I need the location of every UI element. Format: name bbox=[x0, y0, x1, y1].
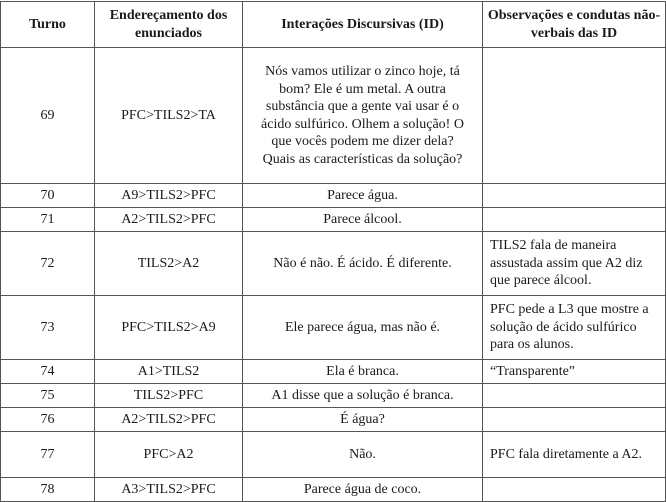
enderecamento-cell: A9>TILS2>PFC bbox=[95, 184, 243, 208]
observacao-cell bbox=[483, 208, 666, 232]
interacao-cell: Parece água de coco. bbox=[243, 478, 483, 502]
enderecamento-cell: PFC>A2 bbox=[95, 432, 243, 478]
header-turno: Turno bbox=[1, 2, 95, 48]
observacao-cell bbox=[483, 48, 666, 184]
interacao-cell: Nós vamos utilizar o zinco hoje, tá bom? Ele é um metal. A outra substância que a gente vai usar é o ácido sulfúrico. Olhem a solução! O que vocês podem me dizer dela? Quais as características da solução? bbox=[243, 48, 483, 184]
table-row bbox=[1, 432, 666, 478]
observacao-cell bbox=[483, 408, 666, 432]
observacao-cell: PFC fala diretamente a A2. bbox=[483, 432, 666, 478]
table-row bbox=[1, 232, 666, 296]
enderecamento-cell: PFC>TILS2>A9 bbox=[95, 296, 243, 360]
observacao-cell: PFC pede a L3 que mostre a solução de ácido sulfúrico para os alunos. bbox=[483, 296, 666, 360]
observacao-cell bbox=[483, 478, 666, 502]
turno-cell: 72 bbox=[1, 232, 95, 296]
observacao-cell: “Transparente” bbox=[483, 360, 666, 384]
turno-cell: 74 bbox=[1, 360, 95, 384]
turno-cell: 75 bbox=[1, 384, 95, 408]
table-row bbox=[1, 296, 666, 360]
observacao-cell bbox=[483, 384, 666, 408]
observacao-cell: TILS2 fala de maneira assustada assim que A2 diz que parece álcool. bbox=[483, 232, 666, 296]
interacao-cell: Não. bbox=[243, 432, 483, 478]
header-row bbox=[1, 2, 666, 48]
turno-cell: 73 bbox=[1, 296, 95, 360]
table-row bbox=[1, 360, 666, 384]
turno-cell: 71 bbox=[1, 208, 95, 232]
enderecamento-cell: TILS2>PFC bbox=[95, 384, 243, 408]
interacao-cell: Parece álcool. bbox=[243, 208, 483, 232]
enderecamento-cell: TILS2>A2 bbox=[95, 232, 243, 296]
header-enderecamento: Endereçamento dos enunciados bbox=[95, 2, 243, 48]
enderecamento-cell: PFC>TILS2>TA bbox=[95, 48, 243, 184]
turno-cell: 78 bbox=[1, 478, 95, 502]
interacao-cell: A1 disse que a solução é branca. bbox=[243, 384, 483, 408]
table-row bbox=[1, 48, 666, 184]
table-row bbox=[1, 208, 666, 232]
table-row bbox=[1, 184, 666, 208]
observacao-cell bbox=[483, 184, 666, 208]
turno-cell: 76 bbox=[1, 408, 95, 432]
interacao-cell: Parece água. bbox=[243, 184, 483, 208]
enderecamento-cell: A2>TILS2>PFC bbox=[95, 208, 243, 232]
interacao-cell: Ela é branca. bbox=[243, 360, 483, 384]
interacao-cell: Não é não. É ácido. É diferente. bbox=[243, 232, 483, 296]
interacao-cell: É água? bbox=[243, 408, 483, 432]
turno-cell: 70 bbox=[1, 184, 95, 208]
table-row bbox=[1, 408, 666, 432]
enderecamento-cell: A2>TILS2>PFC bbox=[95, 408, 243, 432]
table-row bbox=[1, 478, 666, 502]
turno-cell: 69 bbox=[1, 48, 95, 184]
interacao-cell: Ele parece água, mas não é. bbox=[243, 296, 483, 360]
header-observacoes: Observações e condutas não-verbais das ID bbox=[483, 2, 666, 48]
enderecamento-cell: A1>TILS2 bbox=[95, 360, 243, 384]
transcript-table bbox=[0, 1, 666, 502]
turno-cell: 77 bbox=[1, 432, 95, 478]
header-interacoes: Interações Discursivas (ID) bbox=[243, 2, 483, 48]
enderecamento-cell: A3>TILS2>PFC bbox=[95, 478, 243, 502]
table-row bbox=[1, 384, 666, 408]
